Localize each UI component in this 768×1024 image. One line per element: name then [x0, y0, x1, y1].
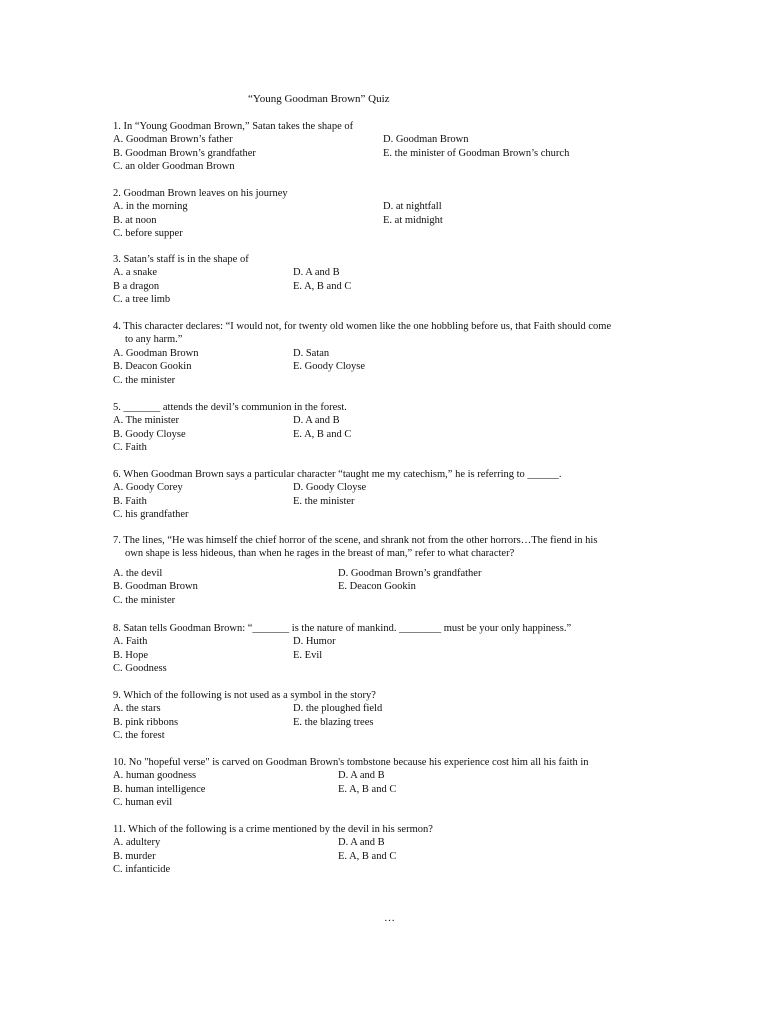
option-row — [113, 374, 673, 387]
option-row — [113, 428, 673, 441]
option-left: C. human evil — [113, 797, 173, 809]
option-left: B. Goodman Brown’s grandfather — [113, 147, 256, 159]
question-10 — [113, 756, 673, 810]
option-row — [113, 293, 673, 306]
question-4 — [113, 320, 673, 387]
option-row — [113, 481, 673, 494]
question-stem: 6. When Goodman Brown says a particular character “taught me my catechism,” he is referring to ______. — [113, 469, 562, 480]
option-right: D. the ploughed field — [293, 703, 383, 715]
option-left: B. at noon — [113, 214, 157, 226]
option-row — [113, 227, 673, 240]
option-row — [113, 508, 673, 521]
option-right: D. Goodman Brown — [383, 134, 469, 146]
option-left: B. Hope — [113, 649, 148, 661]
option-right: D. A and B — [293, 415, 340, 427]
option-row — [113, 266, 673, 279]
option-left: B. murder — [113, 850, 156, 862]
question-8 — [113, 622, 673, 676]
question-11 — [113, 823, 673, 877]
option-right: E. A, B and C — [338, 783, 397, 795]
option-left: A. adultery — [113, 837, 161, 849]
option-row — [113, 836, 673, 849]
option-row — [113, 147, 673, 160]
option-right: E. the blazing trees — [293, 716, 374, 728]
option-row — [113, 783, 673, 796]
option-row — [113, 729, 673, 742]
question-5 — [113, 401, 673, 455]
question-2 — [113, 187, 673, 241]
question-stem: 9. Which of the following is not used as a symbol in the story? — [113, 690, 376, 701]
question-stem-continued: to any harm.” — [125, 334, 183, 346]
option-right: E. the minister — [293, 495, 355, 507]
option-left: A. human goodness — [113, 770, 197, 782]
option-left: C. an older Goodman Brown — [113, 161, 235, 173]
option-left: B. Goody Cloyse — [113, 428, 186, 440]
question-stem: 2. Goodman Brown leaves on his journey — [113, 188, 288, 199]
option-right: D. at nightfall — [383, 201, 442, 213]
option-left: A. a snake — [113, 267, 158, 279]
option-row — [113, 716, 673, 729]
option-left: A. in the morning — [113, 201, 188, 213]
option-left: C. his grandfather — [113, 509, 189, 521]
option-row — [113, 796, 673, 809]
option-left: C. infanticide — [113, 864, 171, 876]
question-1 — [113, 120, 673, 174]
option-right: D. Satan — [293, 347, 330, 359]
option-left: B. Faith — [113, 495, 147, 507]
option-left: A. the stars — [113, 703, 161, 715]
option-row — [113, 649, 673, 662]
option-left: A. the devil — [113, 567, 163, 579]
option-left: B. Goodman Brown — [113, 581, 198, 593]
option-row — [113, 863, 673, 876]
option-right: D. A and B — [338, 770, 385, 782]
option-row — [113, 567, 673, 580]
option-row — [113, 594, 673, 607]
option-row — [113, 441, 673, 454]
question-stem: 7. The lines, “He was himself the chief horror of the scene, and shrank not from the other horrors…The fiend in his — [113, 535, 598, 546]
option-left: C. a tree limb — [113, 294, 171, 306]
question-6 — [113, 468, 673, 522]
option-left: A. Goodman Brown — [113, 347, 199, 359]
option-right: D. A and B — [338, 837, 385, 849]
option-row — [113, 702, 673, 715]
option-right: E. Deacon Gookin — [338, 581, 416, 593]
option-right: E. Evil — [293, 649, 323, 661]
option-right: E. A, B and C — [293, 280, 352, 292]
question-stem: 11. Which of the following is a crime mentioned by the devil in his sermon? — [113, 824, 433, 835]
option-right: D. Goody Cloyse — [293, 482, 367, 494]
option-left: A. Goodman Brown’s father — [113, 134, 233, 146]
option-row — [113, 160, 673, 173]
option-row — [113, 495, 673, 508]
option-right: E. at midnight — [383, 214, 443, 226]
option-left: C. Goodness — [113, 663, 167, 675]
option-right: E. A, B and C — [293, 428, 352, 440]
question-stem-continued: own shape is less hideous, than when he rages in the breast of man,” refer to what character? — [125, 548, 515, 560]
option-left: B. Deacon Gookin — [113, 361, 192, 373]
option-left: C. the minister — [113, 594, 176, 606]
option-row — [113, 214, 673, 227]
option-row — [113, 662, 673, 675]
question-stem: 1. In “Young Goodman Brown,” Satan takes the shape of — [113, 121, 354, 132]
option-left: B. human intelligence — [113, 783, 206, 795]
option-left: C. the minister — [113, 374, 176, 386]
option-row — [113, 133, 673, 146]
option-row — [113, 347, 673, 360]
option-left: C. the forest — [113, 730, 165, 742]
question-stem: 3. Satan’s staff is in the shape of — [113, 254, 249, 265]
option-row — [113, 635, 673, 648]
question-3 — [113, 253, 673, 307]
page-footer-mark: … — [384, 912, 395, 924]
option-left: B a dragon — [113, 280, 160, 292]
option-left: A. Faith — [113, 636, 148, 648]
option-right: D. A and B — [293, 267, 340, 279]
question-9 — [113, 689, 673, 743]
option-row — [113, 769, 673, 782]
option-row — [113, 360, 673, 373]
question-stem: 8. Satan tells Goodman Brown: “_______ is the nature of mankind. ________ must be your only happiness.” — [113, 623, 572, 634]
option-right: D. Goodman Brown’s grandfather — [338, 567, 482, 579]
option-row — [113, 280, 673, 293]
option-left: A. Goody Corey — [113, 482, 183, 494]
option-row — [113, 200, 673, 213]
quiz-title: “Young Goodman Brown” Quiz — [248, 93, 390, 105]
option-left: C. Faith — [113, 442, 147, 454]
question-7 — [113, 534, 673, 607]
option-left: B. pink ribbons — [113, 716, 179, 728]
option-right: D. Humor — [293, 636, 336, 648]
question-stem: 5. _______ attends the devil’s communion in the forest. — [113, 402, 347, 413]
option-right: E. A, B and C — [338, 850, 397, 862]
option-right: E. Goody Cloyse — [293, 361, 366, 373]
question-stem: 4. This character declares: “I would not, for twenty old women like the one hobbling before us, that Faith should come — [113, 321, 612, 332]
option-left: C. before supper — [113, 228, 183, 240]
option-right: E. the minister of Goodman Brown’s church — [383, 147, 570, 159]
option-left: A. The minister — [113, 415, 180, 427]
option-row — [113, 850, 673, 863]
question-stem: 10. No "hopeful verse" is carved on Goodman Brown's tombstone because his experience cost him all his faith in — [113, 757, 589, 768]
option-row — [113, 414, 673, 427]
option-row — [113, 580, 673, 593]
